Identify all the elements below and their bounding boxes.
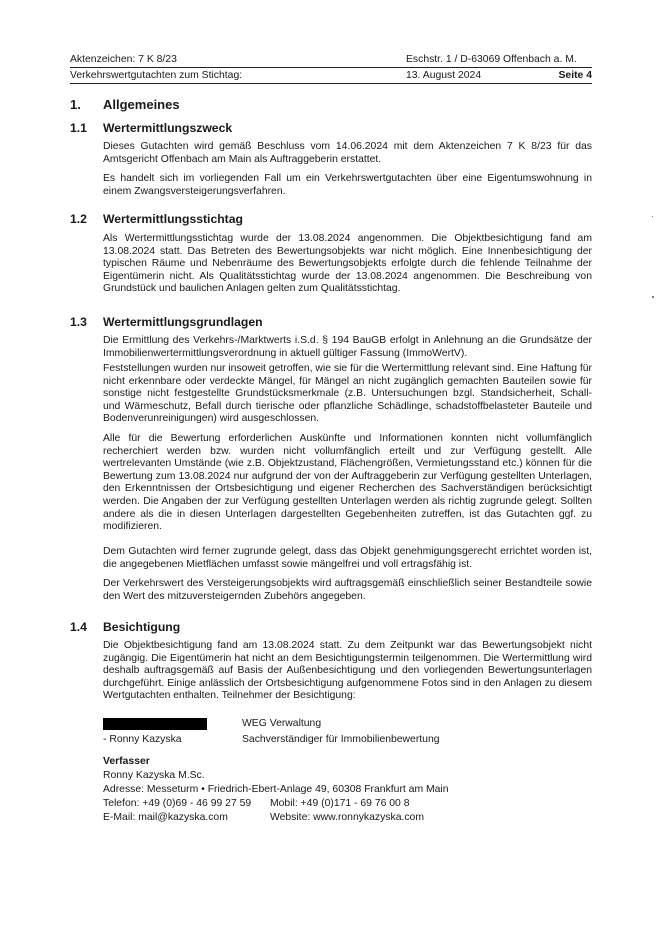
header-divider — [70, 67, 592, 68]
paragraph: Als Wertermittlungsstichtag wurde der 13.08.2024 angenommen. Die Objektbesichtigung fand am 13.08.2024 statt. Das Betreten des Bewertungsobjekts war nicht möglich. Eine Innenbesichtigung der typischen Räume und Nebenräume des Bewertungsobjekts erfolgte durch die fehlende Teilnahme der Eigentümerin nicht. Als Qualitätsstichtag wurde der 13.08.2024 angenommen. Die Beschreibung von Grundstück und baulichen Anlagen gelten zum Qualitätsstichtag. — [103, 233, 592, 295]
author-email: E-Mail: mail@kazyska.com — [103, 812, 228, 823]
subsection-title: Wertermittlungsgrundlagen — [103, 315, 263, 329]
author-address: Adresse: Messeturm • Friedrich-Ebert-Anlage 49, 60308 Frankfurt am Main — [103, 784, 449, 795]
subsection-heading-1-3 — [70, 315, 470, 330]
header-row-1 — [70, 53, 592, 66]
subsection-title: Wertermittlungsstichtag — [103, 212, 243, 226]
paragraph: Feststellungen wurden nur insoweit getroffen, wie sie für die Wertermittlung relevant sind. Eine Haftung für nicht erkennbare oder verdeckte Mängel, für Mängel an nicht zugänglich gemachten Bauteilen sowie für sonstige nicht festgestellte Grundstücksmerkmale (z.B. Untersuchungen bzgl. Standsicherheit, Schall- und Wärmeschutz, Befall durch tierische oder pflanzliche Schädlinge, schadstoffbelasteter Bauteile und Bodenverunreinigungen) wird ausgeschlossen. — [103, 363, 592, 425]
subsection-number: 1.1 — [70, 121, 87, 135]
paragraph: Dieses Gutachten wird gemäß Beschluss vom 14.06.2024 mit dem Aktenzeichen 7 K 8/23 für das Amtsgericht Offenbach am Main als Auftraggeberin erstattet. — [103, 141, 592, 165]
author-phone: Telefon: +49 (0)69 - 46 99 27 59 — [103, 798, 252, 809]
header-date: 13. August 2024 — [406, 70, 482, 81]
subsection-number: 1.4 — [70, 620, 87, 634]
section-title: Allgemeines — [103, 97, 180, 112]
paragraph: Die Ermittlung des Verkehrs-/Marktwerts i.S.d. § 194 BauGB erfolgt in Anlehnung an die Grundsätze der Immobilienwertermittlungsverordnung in aktuell gültiger Fassung (ImmoWertV). — [103, 335, 592, 359]
paragraph: Dem Gutachten wird ferner zugrunde gelegt, dass das Objekt genehmigungsgerecht errichtet worden ist, die angegebenen Mietflächen umfasst sowie mängelfrei und voll ertragsfähig ist. — [103, 546, 592, 570]
author-heading: Verfasser — [103, 756, 150, 767]
subsection-title: Wertermittlungszweck — [103, 121, 233, 135]
participant-role: WEG Verwaltung — [242, 718, 322, 729]
author-mobile: Mobil: +49 (0)171 - 69 76 00 8 — [270, 798, 410, 809]
participant-role: Sachverständiger für Immobilienbewertung — [242, 734, 440, 745]
paragraph: Alle für die Bewertung erforderlichen Auskünfte und Informationen konnten nicht vollumfänglich recherchiert werden bzw. wurden nicht vollumfänglich erteilt und zur Verfügung gestellt. Alle wertrelevanten Umstände (wie z.B. Objektzustand, Flächengrößen, Vermietungsstand etc.) können für die Bewertung zum 13.08.2024 nur aufgrund der von der Auftraggeberin zur Verfügung gestellten Unterlagen, den Erkenntnissen der Ortsbesichtigung und eigener Recherchen des Sachverständigen berücksichtigt werden. Die Angaben der zur Verfügung gestellten Unterlagen werden als richtig zugrunde gelegt. Sollten andere als die in diesen Unterlagen dargestellten Gegebenheiten zutreffen, ist das Gutachten ggf. zu modifizieren. — [103, 433, 592, 533]
paragraph: Es handelt sich im vorliegenden Fall um ein Verkehrswertgutachten über eine Eigentumswohnung in einem Zwangsversteigerungsverfahren. — [103, 173, 592, 197]
subsection-number: 1.2 — [70, 212, 87, 226]
header-ref: Aktenzeichen: 7 K 8/23 — [70, 54, 177, 65]
header-page: Seite 4 — [558, 70, 592, 81]
subsection-title: Besichtigung — [103, 620, 181, 634]
scan-speck — [652, 296, 654, 298]
header-bottom-rule — [70, 83, 592, 84]
paragraph: Der Verkehrswert des Versteigerungsobjekts wird auftragsgemäß einschließlich seiner Bestandteile sowie den Wert des mitzuversteigernden Zubehörs angegeben. — [103, 578, 592, 602]
header-address: Eschstr. 1 / D-63069 Offenbach a. M. — [406, 54, 577, 65]
scan-speck — [652, 216, 653, 217]
author-name: Ronny Kazyska M.Sc. — [103, 770, 205, 781]
header-subject: Verkehrswertgutachten zum Stichtag: — [70, 70, 243, 81]
subsection-heading-1-4 — [70, 620, 470, 635]
redacted-participant-name — [103, 718, 207, 730]
section-number: 1. — [70, 97, 81, 112]
subsection-heading-1-1 — [70, 121, 470, 136]
header-row-2 — [70, 69, 592, 82]
subsection-number: 1.3 — [70, 315, 87, 329]
section-heading-1 — [70, 97, 470, 113]
author-website: Website: www.ronnykazyska.com — [270, 812, 424, 823]
participant-name: - Ronny Kazyska — [103, 734, 182, 745]
subsection-heading-1-2 — [70, 212, 470, 227]
paragraph: Die Objektbesichtigung fand am 13.08.2024 statt. Zu dem Zeitpunkt war das Bewertungsobjekt nicht zugängig. Die Eigentümerin hat nicht an dem Besichtigungstermin teilgenommen. Die Wertermittlung wird deshalb auftragsgemäß auf Basis der Außenbesichtigung und den vorliegenden Bewertungsunterlagen durchgeführt. Einige anlässlich der Ortsbesichtigung aufgenommene Fotos sind in den Anlagen zu diesem Wertgutachten enthalten. Teilnehmer der Besichtigung: — [103, 640, 592, 702]
